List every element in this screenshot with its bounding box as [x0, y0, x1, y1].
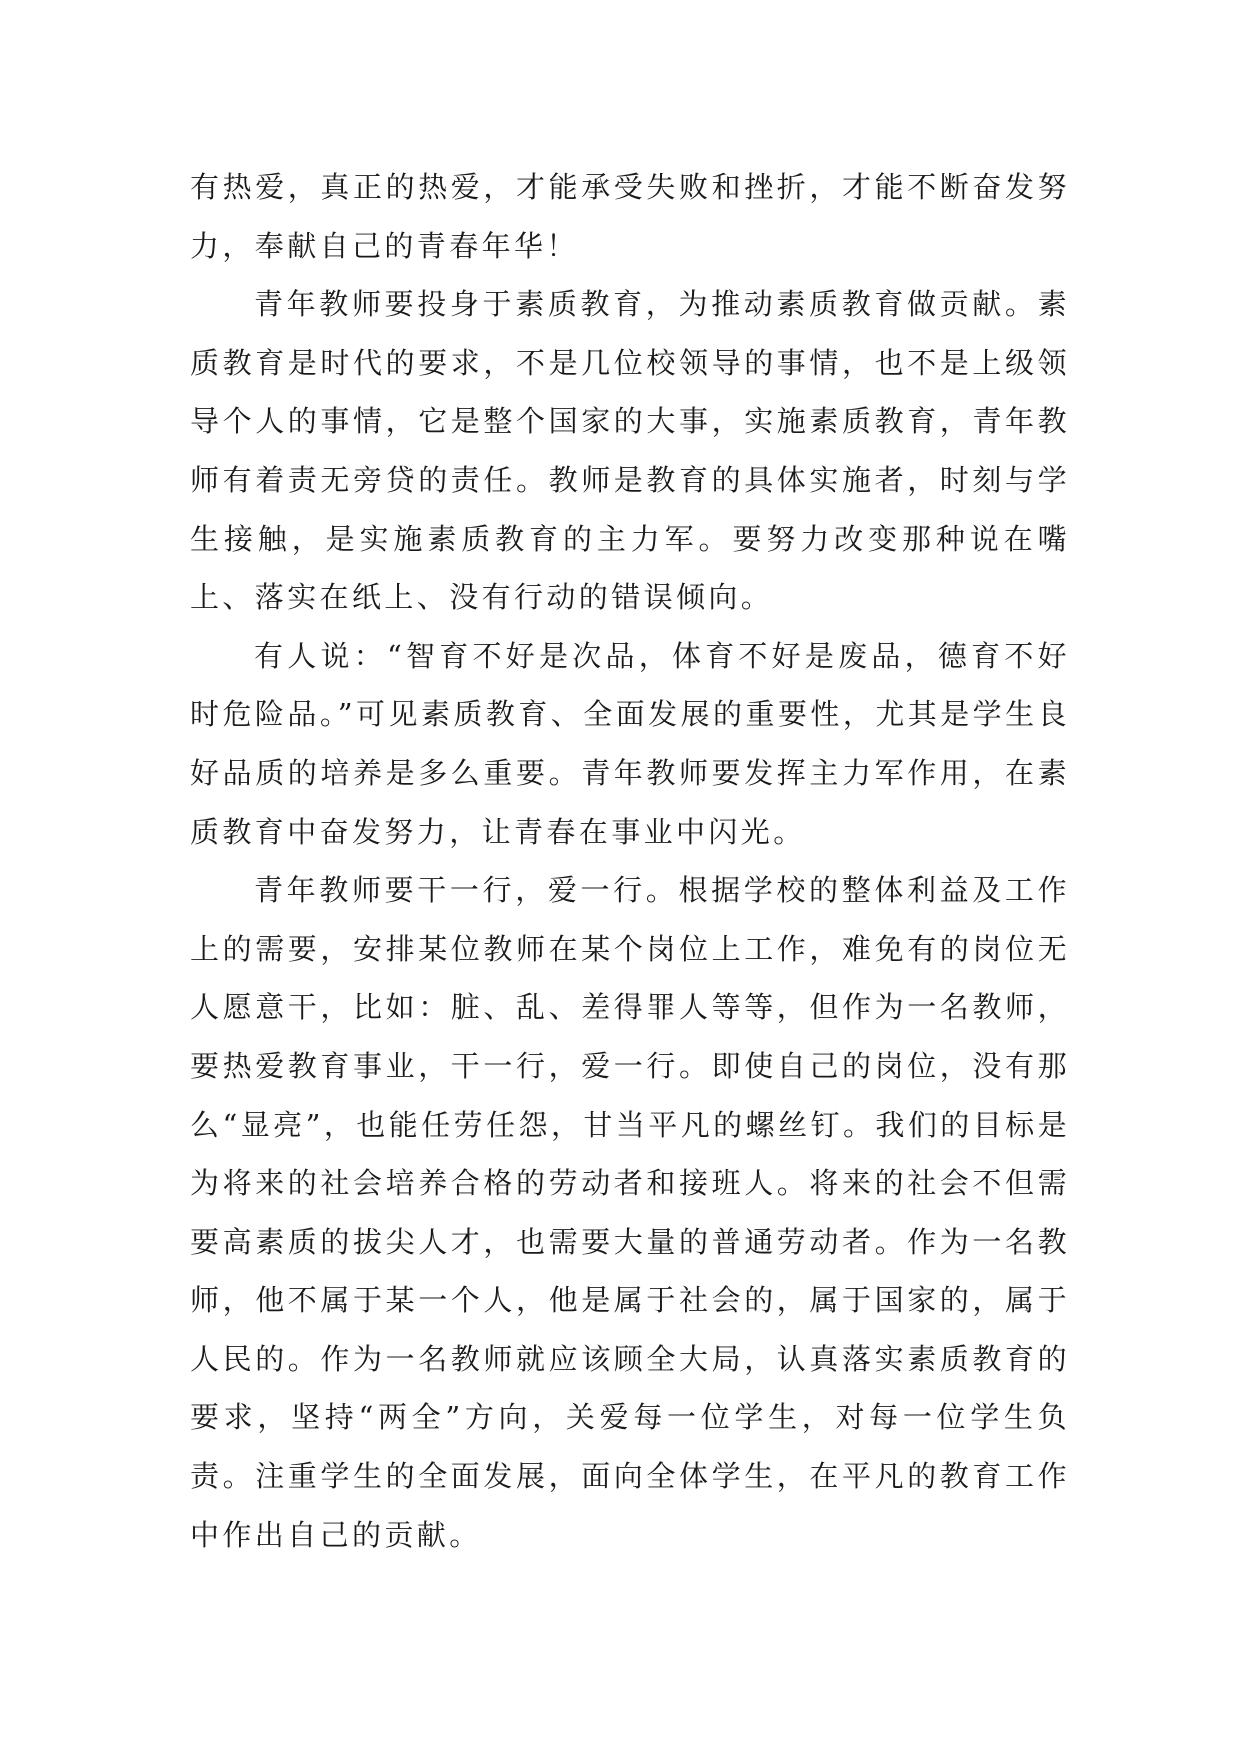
paragraph-dedication: 青年教师要干一行，爱一行。根据学校的整体利益及工作上的需要，安排某位教师在某个岗位上工作，难免有的岗位无人愿意干，比如：脏、乱、差得罪人等等，但作为一名教师，要热爱教育事业，干一行，爱一行。即使自己的岗位，没有那么“显亮”，也能任劳任怨，甘当平凡的螺丝钉。我们的目标是为将来的社会培养合格的劳动者和接班人。将来的社会不但需要高素质的拔尖人才，也需要大量的普通劳动者。作为一名教师，他不属于某一个人，他是属于社会的，属于国家的，属于人民的。作为一名教师就应该顾全大局，认真落实素质教育的要求，坚持“两全”方向，关爱每一位学生，对每一位学生负责。注重学生的全面发展，面向全体学生，在平凡的教育工作中作出自己的贡献。: [190, 873, 1070, 1552]
paragraph-quality-education: 青年教师要投身于素质教育，为推动素质教育做贡献。素质教育是时代的要求，不是几位校领导的事情，也不是上级领导个人的事情，它是整个国家的大事，实施素质教育，青年教师有着责无旁贷的责任。教师是教育的具体实施者，时刻与学生接触，是实施素质教育的主力军。要努力改变那种说在嘴上、落实在纸上、没有行动的错误倾向。: [190, 287, 1070, 615]
paragraph-quote: 有人说：“智育不好是次品，体育不好是废品，德育不好时危险品。”可见素质教育、全面发展的重要性，尤其是学生良好品质的培养是多么重要。青年教师要发挥主力军作用，在素质教育中奋发努力，让青春在事业中闪光。: [190, 638, 1070, 849]
document-body: [190, 158, 1070, 1564]
paragraph-continuation: 有热爱，真正的热爱，才能承受失败和挫折，才能不断奋发努力，奉献自己的青春年华！: [190, 170, 1070, 263]
